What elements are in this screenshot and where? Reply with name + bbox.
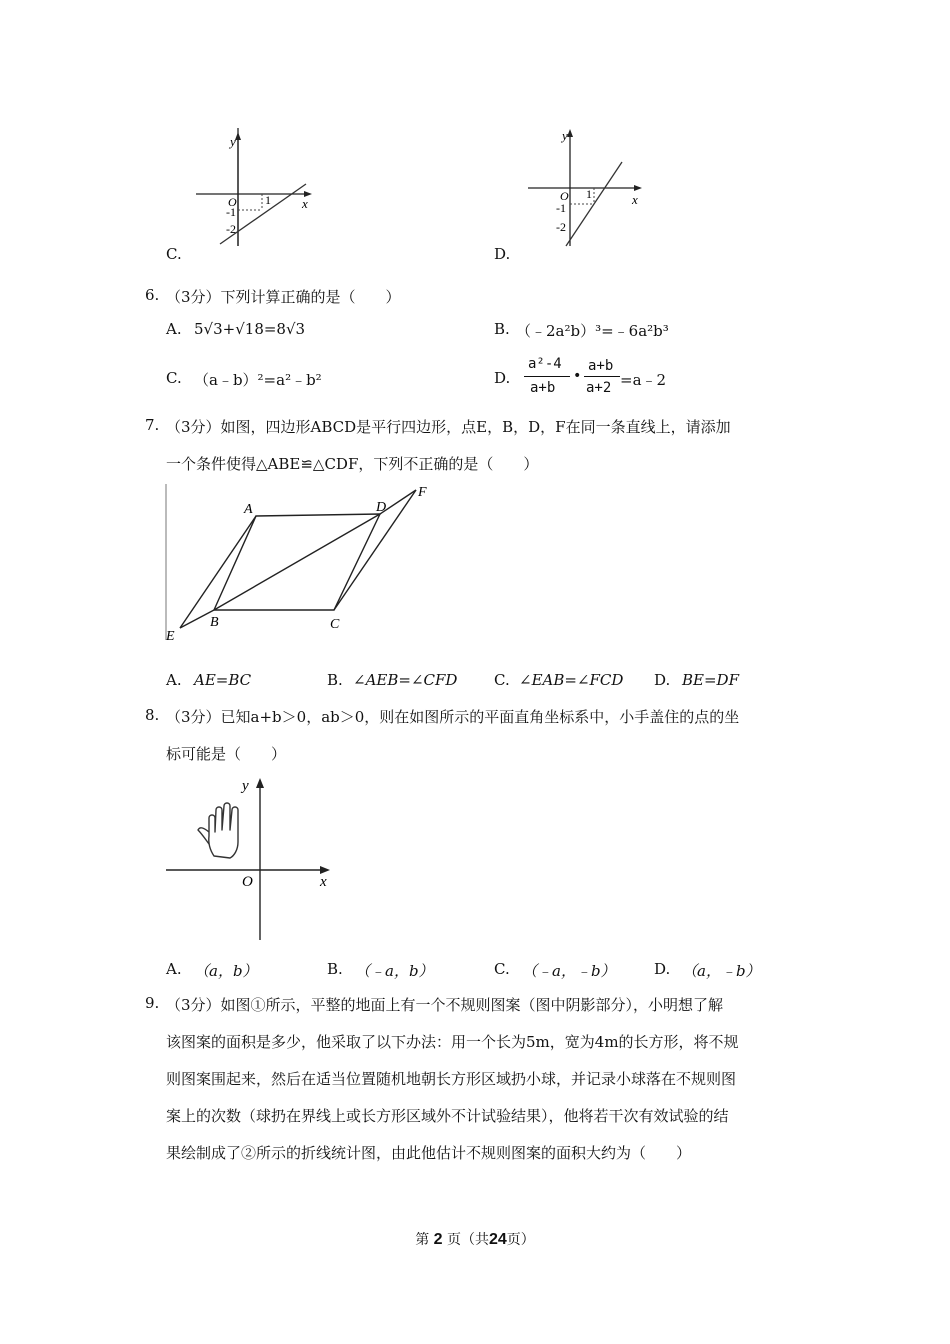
fraction-2-denominator: a+2: [586, 380, 612, 396]
q8-stem-line1: （3分）已知a+b＞0，ab＞0，则在如图所示的平面直角坐标系中，小手盖住的点的坐: [166, 708, 740, 726]
q6-option-d-expression: [522, 356, 682, 402]
x-axis-label: x: [320, 874, 327, 890]
q6-option-b-letter: B.: [494, 320, 510, 338]
point-label-e: E: [166, 629, 175, 644]
hand-icon: [198, 803, 238, 858]
q7-stem-line2: 一个条件使得△ABE≌△CDF，下列不正确的是（ ）: [166, 455, 539, 473]
q7-option-d-letter: D.: [654, 671, 671, 689]
q7-option-a-letter: A.: [166, 671, 182, 689]
q5-option-c-letter: C.: [166, 245, 182, 263]
y-axis-label: y: [230, 134, 236, 149]
expression-result: =a﹣2: [620, 371, 667, 389]
y-axis-label: y: [242, 778, 249, 794]
q5-option-d-letter: D.: [494, 245, 511, 263]
footer-suffix: 页）: [506, 1232, 535, 1248]
x-axis-label: x: [632, 192, 638, 207]
q9-stem-line5: 果绘制成了②所示的折线统计图，由此他估计不规则图案的面积大约为（ ）: [166, 1144, 692, 1162]
footer-total-pages: 24: [489, 1231, 507, 1248]
tick-label-1: 1: [265, 193, 271, 207]
tick-label-1: 1: [586, 187, 592, 201]
q6-option-a-letter: A.: [166, 320, 182, 338]
point-label-b: B: [210, 615, 219, 630]
q9-stem-line1: （3分）如图①所示，平整的地面上有一个不规则图案（图中阴影部分），小明想了解: [166, 996, 724, 1014]
q6-option-b-text: （﹣2a²b）³=﹣6a²b³: [516, 322, 669, 340]
y-axis-label: y: [562, 128, 568, 143]
tick-label-neg1: -1: [226, 205, 236, 219]
fraction-1-bar: [524, 376, 570, 377]
tick-label-neg2: -2: [556, 220, 566, 234]
point-label-c: C: [330, 617, 340, 632]
origin-label: O: [242, 874, 253, 890]
multiply-dot: •: [573, 368, 582, 384]
q8-option-a-letter: A.: [166, 960, 182, 978]
origin-label: O: [560, 189, 569, 203]
q9-stem-line4: 案上的次数（球扔在界线上或长方形区域外不计试验结果），他将若干次有效试验的结: [166, 1107, 729, 1125]
q9-stem-line3: 则图案围起来，然后在适当位置随机地朝长方形区域扔小球，并记录小球落在不规则图: [166, 1070, 737, 1088]
q6-option-c-text: （a﹣b）²=a²﹣b²: [194, 371, 322, 389]
q6-option-a-text: 5√3+√18=8√3: [194, 320, 306, 338]
x-axis-label: x: [302, 196, 308, 211]
q7-option-a-text: AE=BC: [194, 671, 252, 689]
fraction-2-numerator: a+b: [588, 358, 614, 374]
point-label-a: A: [244, 502, 253, 517]
point-label-f: F: [418, 485, 427, 500]
q8-option-d-text: （a，﹣b）: [682, 962, 761, 980]
q8-coordinate-figure: [164, 770, 336, 942]
q8-option-c-text: （﹣a，﹣b）: [522, 962, 616, 980]
fraction-1-denominator: a+b: [530, 380, 556, 396]
graph-option-d: [522, 124, 650, 250]
q7-option-c-letter: C.: [494, 671, 510, 689]
point-label-d: D: [376, 500, 387, 515]
footer-middle: 页（共: [447, 1232, 489, 1248]
q6-option-d-letter: D.: [494, 369, 511, 387]
fraction-1-numerator: a²-4: [528, 356, 562, 372]
q8-option-a-text: （a，b）: [194, 962, 258, 980]
q7-option-b-letter: B.: [327, 671, 343, 689]
tick-label-neg1: -1: [556, 201, 566, 215]
origin-label: O: [228, 195, 237, 209]
q8-option-b-letter: B.: [327, 960, 343, 978]
q7-option-c-text: ∠EAB=∠FCD: [519, 671, 624, 689]
q8-stem-line2: 标可能是（ ）: [166, 745, 287, 763]
footer-page-number: 2: [433, 1231, 443, 1248]
q7-number: 7.: [145, 416, 160, 434]
q8-option-b-text: （﹣a，b）: [355, 962, 434, 980]
q8-option-d-letter: D.: [654, 960, 671, 978]
q8-option-c-letter: C.: [494, 960, 510, 978]
q7-option-d-text: BE=DF: [682, 671, 739, 689]
page-footer: [0, 1229, 950, 1249]
q7-option-b-text: ∠AEB=∠CFD: [353, 671, 458, 689]
q6-number: 6.: [145, 286, 160, 304]
tick-label-neg2: -2: [226, 222, 236, 236]
graph-option-c: [190, 128, 320, 250]
q9-number: 9.: [145, 994, 160, 1012]
footer-prefix: 第: [415, 1232, 430, 1248]
q8-number: 8.: [145, 706, 160, 724]
q7-parallelogram-figure: [162, 480, 442, 644]
q9-stem-line2: 该图案的面积是多少，他采取了以下办法：用一个长为5m，宽为4m的长方形，将不规: [166, 1033, 739, 1051]
q6-option-c-letter: C.: [166, 369, 182, 387]
q7-stem-line1: （3分）如图，四边形ABCD是平行四边形，点E，B，D，F在同一条直线上，请添加: [166, 418, 731, 436]
q6-stem: （3分）下列计算正确的是（ ）: [166, 288, 401, 306]
fraction-2-bar: [584, 376, 620, 377]
